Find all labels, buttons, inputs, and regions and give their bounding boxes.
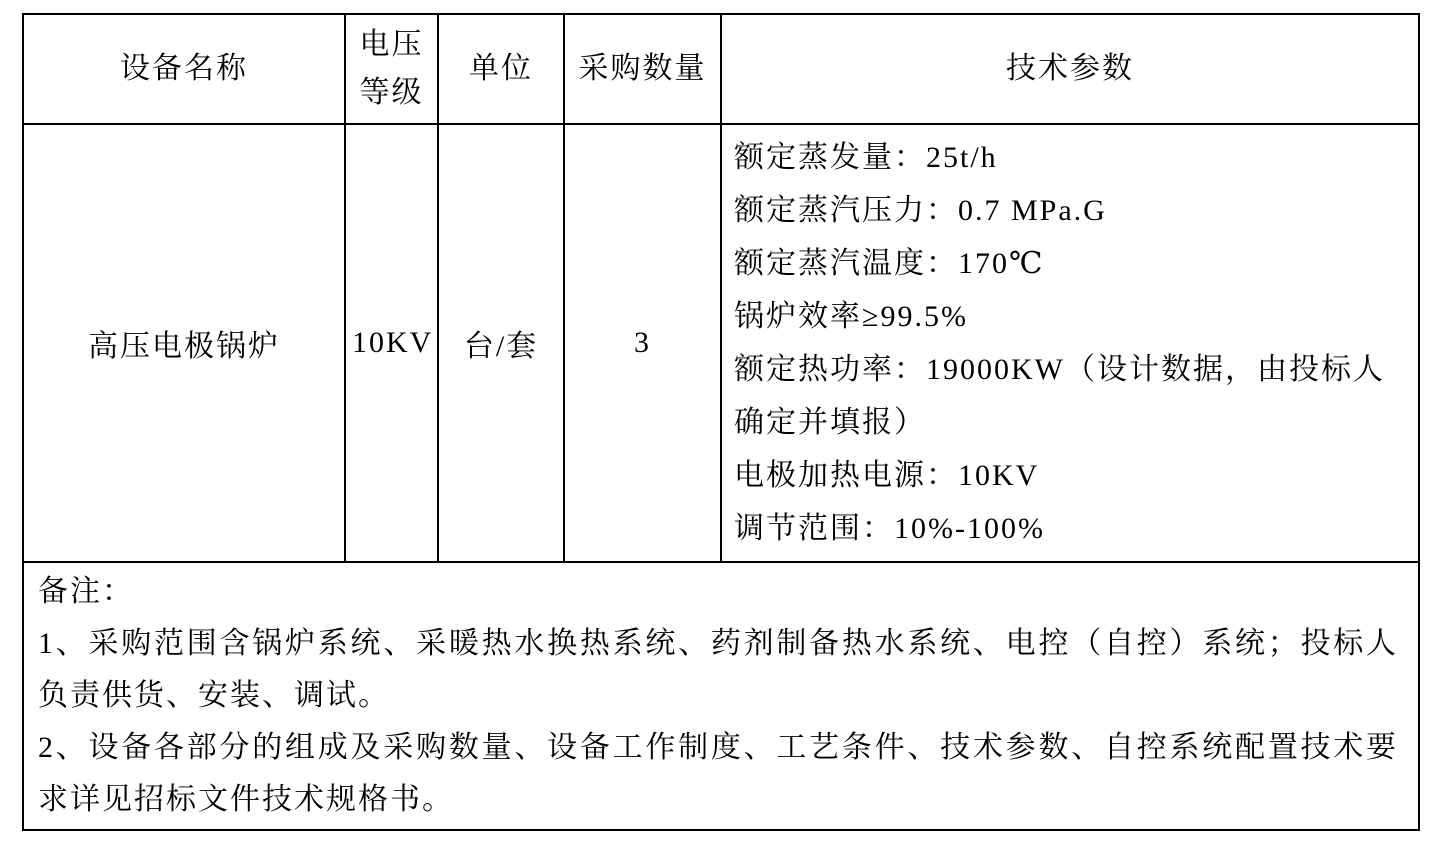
table-header-row	[23, 14, 1419, 124]
equipment-spec-table	[22, 13, 1420, 831]
cell-device-name: 高压电极锅炉	[23, 124, 345, 562]
cell-unit: 台/套	[438, 124, 564, 562]
header-device-name: 设备名称	[23, 14, 345, 124]
table-notes-row	[23, 562, 1419, 830]
tech-param-regulation-range: 调节范围：10%-100%	[734, 512, 1045, 545]
header-voltage-level: 电压等级	[345, 14, 438, 124]
header-unit: 单位	[438, 14, 564, 124]
tech-param-boiler-efficiency: 锅炉效率≥99.5%	[734, 300, 968, 333]
cell-voltage-level: 10KV	[345, 124, 438, 562]
table-row	[23, 124, 1419, 562]
cell-quantity: 3	[564, 124, 721, 562]
notes-cell	[23, 562, 1419, 830]
tech-param-rated-evaporation: 额定蒸发量：25t/h	[734, 141, 998, 174]
header-quantity: 采购数量	[564, 14, 721, 124]
tech-param-rated-steam-pressure: 额定蒸汽压力：0.7 MPa.G	[734, 194, 1107, 227]
cell-tech-params	[721, 124, 1419, 562]
tech-param-rated-thermal-power: 额定热功率：19000KW（设计数据，由投标人确定并填报）	[734, 353, 1385, 439]
note-item-1: 1、采购范围含锅炉系统、采暖热水换热系统、药剂制备热水系统、电控（自控）系统；投标人负责供货、安装、调试。	[38, 627, 1398, 712]
note-item-2: 2、设备各部分的组成及采购数量、设备工作制度、工艺条件、技术参数、自控系统配置技术要求详见招标文件技术规格书。	[38, 731, 1398, 816]
tech-param-electrode-heating-power: 电极加热电源：10KV	[734, 459, 1040, 492]
header-tech-params: 技术参数	[721, 14, 1419, 124]
notes-title: 备注：	[38, 575, 134, 608]
tech-param-rated-steam-temperature: 额定蒸汽温度：170℃	[734, 247, 1045, 280]
